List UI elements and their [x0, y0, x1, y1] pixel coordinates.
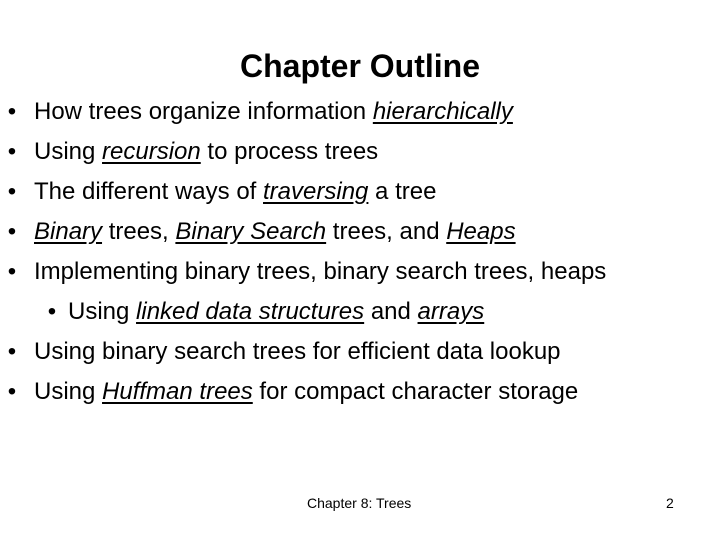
bullet-icon: •: [7, 218, 17, 245]
underlined-term: Binary Search: [175, 218, 327, 245]
outline-item-text: How trees organize information hierarchically: [34, 98, 513, 125]
bullet-icon: •: [7, 138, 17, 165]
bullet-icon: •: [7, 258, 17, 285]
outline-item-text: Binary trees, Binary Search trees, and Heaps: [34, 218, 516, 245]
page-number: 2: [666, 495, 674, 511]
underlined-term: Huffman trees: [102, 378, 253, 405]
bullet-icon: •: [7, 98, 17, 125]
underlined-term: hierarchically: [372, 98, 513, 125]
underlined-term: Heaps: [446, 218, 516, 245]
slide-title: Chapter Outline: [239, 48, 480, 84]
underlined-term: linked data structures: [136, 298, 365, 325]
underlined-term: traversing: [263, 178, 369, 205]
bullet-icon: •: [47, 298, 57, 325]
outline-item-text: Using recursion to process trees: [34, 138, 379, 165]
bullet-icon: •: [7, 178, 17, 205]
slide-footer: Chapter 8: Trees: [307, 495, 412, 511]
bullet-icon: •: [7, 338, 17, 365]
underlined-term: recursion: [102, 138, 201, 165]
underlined-term: Binary: [34, 218, 103, 245]
outline-item-text: Implementing binary trees, binary search trees, heaps: [34, 258, 607, 285]
bullet-icon: •: [7, 378, 17, 405]
underlined-term: arrays: [417, 298, 485, 325]
outline-item-text: Using Huffman trees for compact character storage: [34, 378, 579, 405]
outline-item-text: Using binary search trees for efficient data lookup: [34, 338, 561, 365]
outline-item-text: Using linked data structures and arrays: [68, 298, 485, 325]
outline-item-text: The different ways of traversing a tree: [34, 178, 437, 205]
